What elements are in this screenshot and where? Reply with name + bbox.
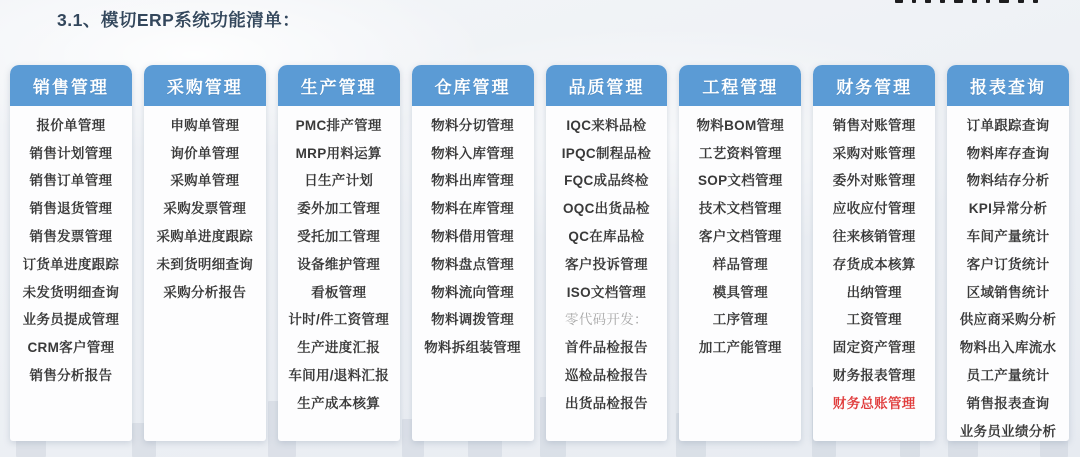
function-item: 财务报表管理 [832, 368, 916, 384]
function-item: 看板管理 [311, 284, 367, 300]
category-item-list [144, 106, 266, 305]
function-item: 订货单进度跟踪 [22, 256, 120, 272]
category-header: 财务管理 [813, 65, 935, 106]
erp-function-board [10, 65, 1069, 441]
category-item-list [546, 106, 668, 416]
category-header: 工程管理 [679, 65, 801, 106]
category-header: 采购管理 [144, 65, 266, 106]
function-item: 物料结存分析 [966, 173, 1050, 189]
function-item: 申购单管理 [170, 117, 240, 133]
function-item: 销售对账管理 [832, 117, 916, 133]
function-category-card [412, 65, 534, 441]
function-item: SOP文档管理 [698, 173, 783, 189]
function-item: 物料借用管理 [431, 229, 514, 245]
function-item: 未发货明细查询 [22, 284, 120, 300]
function-item: 工序管理 [712, 312, 768, 328]
function-category-card [144, 65, 266, 441]
function-item: 物料出库管理 [431, 173, 514, 189]
category-item-list [412, 106, 534, 360]
function-item: 物料拆组装管理 [424, 340, 521, 356]
function-item: 加工产能管理 [698, 340, 782, 356]
function-item: 车间用/退料汇报 [288, 368, 390, 384]
function-item: 日生产计划 [304, 173, 374, 189]
function-item: 物料BOM管理 [696, 117, 785, 133]
function-category-card [10, 65, 132, 441]
function-item: 业务员提成管理 [22, 312, 120, 328]
function-item: 存货成本核算 [832, 256, 916, 272]
function-item: 物料入库管理 [431, 145, 514, 161]
function-item: 计时/件工资管理 [288, 312, 390, 328]
function-item: 应收应付管理 [832, 201, 916, 217]
function-item: 巡检品检报告 [565, 368, 648, 384]
function-item: 采购发票管理 [163, 201, 247, 217]
category-header: 销售管理 [10, 65, 132, 106]
function-item: 客户文档管理 [698, 229, 782, 245]
function-item: 物料出入库流水 [959, 340, 1057, 356]
function-item: 首件品检报告 [565, 340, 648, 356]
category-header: 生产管理 [278, 65, 400, 106]
function-item: 采购分析报告 [163, 284, 247, 300]
function-category-card [813, 65, 935, 441]
function-item: IQC来料品检 [566, 117, 647, 133]
function-item: 生产成本核算 [297, 395, 381, 411]
function-item: QC在库品检 [568, 229, 645, 245]
function-item: 业务员业绩分析 [959, 423, 1057, 439]
function-item: 受托加工管理 [297, 229, 381, 245]
function-item: 销售计划管理 [29, 145, 113, 161]
function-item: 固定资产管理 [832, 340, 916, 356]
category-header: 品质管理 [546, 65, 668, 106]
page-title: 3.1、模切ERP系统功能清单： [57, 10, 301, 30]
category-item-list [813, 106, 935, 416]
function-item: 销售分析报告 [29, 368, 113, 384]
function-item: 区域销售统计 [966, 284, 1050, 300]
function-item: 物料盘点管理 [431, 256, 514, 272]
function-category-card [278, 65, 400, 441]
function-item: ISO文档管理 [566, 284, 647, 300]
function-item: 出纳管理 [846, 284, 902, 300]
function-item: 采购单管理 [170, 173, 240, 189]
function-item: 生产进度汇报 [297, 340, 381, 356]
function-item: PMC排产管理 [295, 117, 382, 133]
function-item: 销售退货管理 [29, 201, 113, 217]
function-item: 客户订货统计 [966, 256, 1050, 272]
function-item: 零代码开发： [565, 312, 648, 328]
function-item: IPQC制程品检 [561, 145, 652, 161]
function-item: 采购对账管理 [832, 145, 916, 161]
function-item: CRM客户管理 [27, 340, 115, 356]
function-item: 物料调拨管理 [431, 312, 514, 328]
function-category-card [679, 65, 801, 441]
category-item-list [278, 106, 400, 416]
function-item: 委外对账管理 [832, 173, 916, 189]
function-item: 出货品检报告 [565, 395, 648, 411]
function-item: 询价单管理 [170, 145, 240, 161]
function-item: 订单跟踪查询 [966, 117, 1050, 133]
function-item: 物料流向管理 [431, 284, 514, 300]
function-item: 员工产量统计 [966, 368, 1050, 384]
function-item: FQC成品终检 [564, 173, 649, 189]
function-item: 工资管理 [846, 312, 902, 328]
function-item: 报价单管理 [36, 117, 106, 133]
function-item: 委外加工管理 [297, 201, 381, 217]
function-item: 设备维护管理 [297, 256, 381, 272]
function-item: 物料库存查询 [966, 145, 1050, 161]
function-item: 采购单进度跟踪 [156, 229, 254, 245]
function-category-card [947, 65, 1069, 441]
function-item: 销售报表查询 [966, 395, 1050, 411]
function-item: OQC出货品检 [563, 201, 650, 217]
category-item-list [10, 106, 132, 388]
function-category-card [546, 65, 668, 441]
category-header: 仓库管理 [412, 65, 534, 106]
function-item: 物料在库管理 [431, 201, 514, 217]
category-item-list [947, 106, 1069, 441]
function-item: MRP用料运算 [295, 145, 382, 161]
function-item: 物料分切管理 [431, 117, 514, 133]
function-item: 销售订单管理 [29, 173, 113, 189]
function-item: 客户投诉管理 [565, 256, 648, 272]
function-item: 模具管理 [712, 284, 768, 300]
function-item: 供应商采购分析 [959, 312, 1057, 328]
cropped-text-fragment [895, 0, 1038, 4]
function-item: 财务总账管理 [832, 395, 916, 411]
function-item: 销售发票管理 [29, 229, 113, 245]
function-item: 往来核销管理 [832, 229, 916, 245]
function-item: 车间产量统计 [966, 229, 1050, 245]
category-item-list [679, 106, 801, 360]
function-item: KPI异常分析 [968, 201, 1048, 217]
function-item: 样品管理 [712, 256, 768, 272]
function-item: 未到货明细查询 [156, 256, 254, 272]
category-header: 报表查询 [947, 65, 1069, 106]
function-item: 技术文档管理 [698, 201, 782, 217]
function-item: 工艺资料管理 [698, 145, 782, 161]
